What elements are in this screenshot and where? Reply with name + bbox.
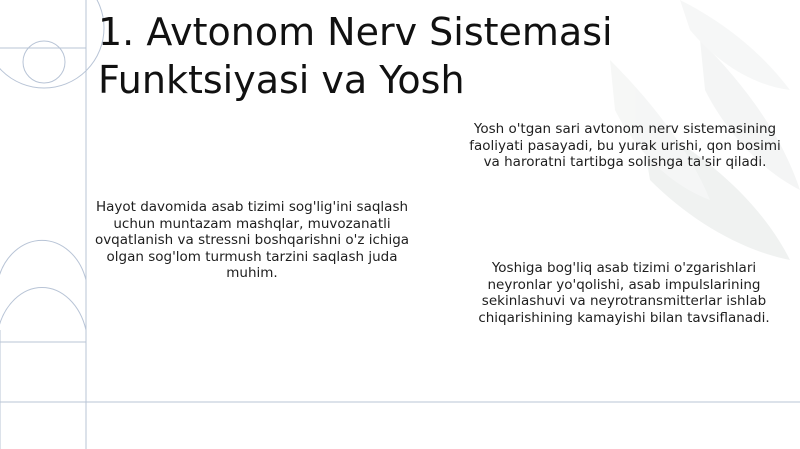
arch-outline-lower	[0, 287, 86, 330]
slide-title	[98, 8, 758, 104]
small-circle-outline	[23, 41, 65, 83]
arch-outline-upper	[0, 240, 86, 280]
paragraph-right-top: Yosh o'tgan sari avtonom nerv sistemasining faoliyati pasayadi, bu yurak urishi, qon bosimi va haroratni tartibga solishga ta'sir qiladi.	[469, 121, 781, 170]
paragraph-right-bottom: Yoshiga bog'liq asab tizimi o'zgarishlari neyronlar yo'qolishi, asab impulslarining sekinlashuvi va neyrotransmitterlar ishlab chiqarishining kamayishi bilan tavsiflanadi.	[478, 260, 770, 326]
large-circle-outline	[0, 0, 104, 88]
title-line-2: Funktsiyasi va Yosh	[98, 58, 465, 102]
title-line-1: 1. Avtonom Nerv Sistemasi	[98, 10, 613, 54]
paragraph-left: Hayot davomida asab tizimi sog'lig'ini saqlash uchun muntazam mashqlar, muvozanatli ovqatlanish va stressni boshqarishni o'z ichiga olgan sog'lom turmush tarzini saqlash juda muhim.	[94, 199, 410, 281]
